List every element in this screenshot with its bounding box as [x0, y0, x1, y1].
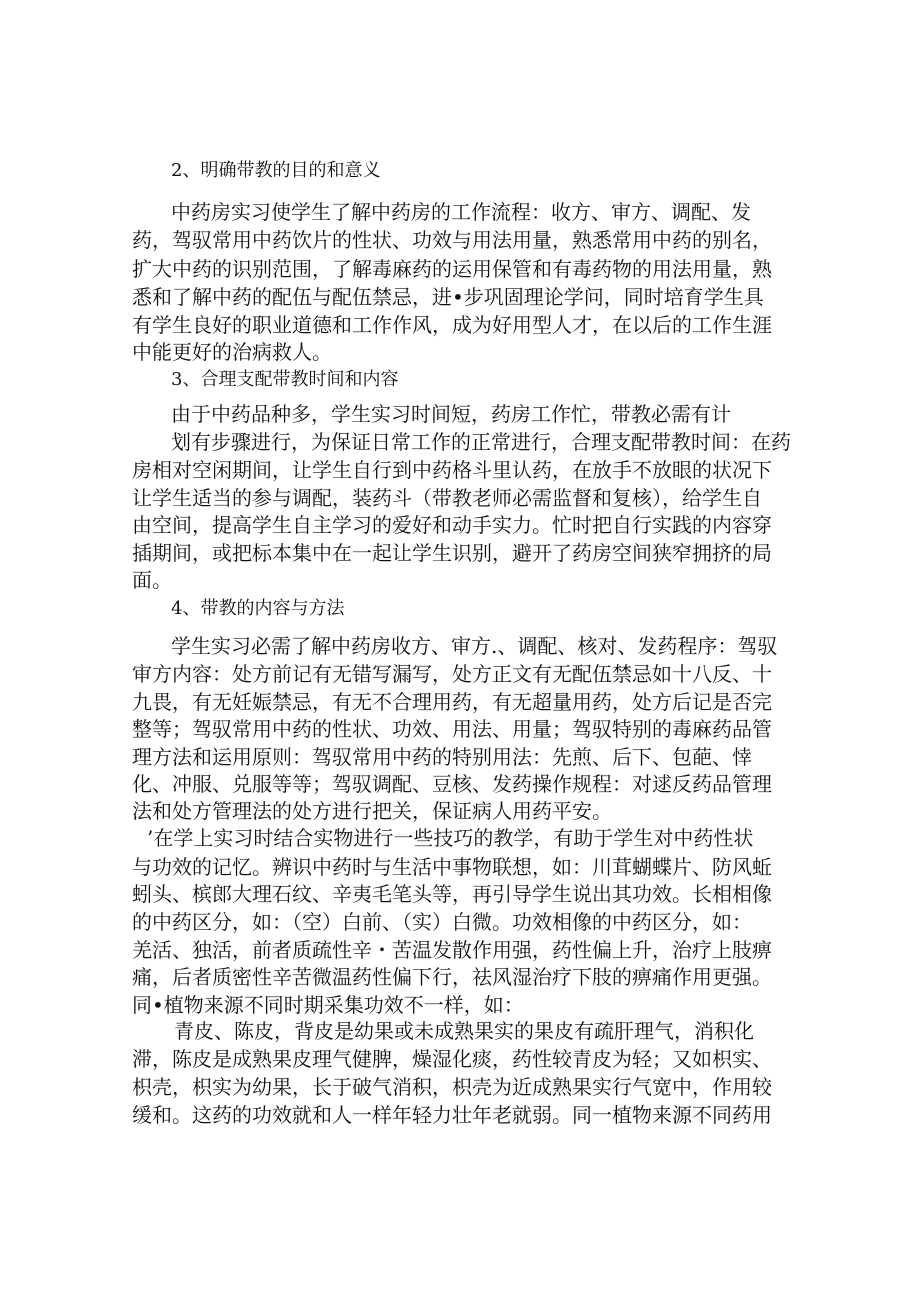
paragraph-line: 法和处方管理法的处方进行把关，保证病人用药平安。 [132, 799, 612, 823]
paragraph-line: 悉和了解中药的配伍与配伍禁忌，进•步巩固理论学问，同时培育学生具 [132, 285, 764, 309]
paragraph-line: 药，驾驭常用中药饮片的性状、功效与用法用量，熟悉常用中药的别名， [132, 228, 772, 252]
paragraph-line: 青皮、陈皮，背皮是幼果或未成熟果实的果皮有疏肝理气，消积化 [174, 1019, 754, 1043]
paragraph-line: 中能更好的治病救人。 [132, 340, 332, 364]
paragraph-line: 面。 [132, 568, 172, 592]
section-heading-purpose: 2、明确带教的目的和意义 [171, 160, 381, 181]
paragraph-line: 审方内容：处方前记有无错写漏写，处方正文有无配伍禁忌如十八反、十 [132, 662, 772, 686]
paragraph-line: 同•植物来源不同时期采集功效不一样，如： [132, 993, 524, 1017]
section-heading-content-methods: 4、带教的内容与方法 [171, 598, 345, 619]
paragraph-line: 滞，陈皮是成熟果皮理气健脾，燥湿化痰，药性较青皮为轻；又如枳实、 [132, 1047, 772, 1071]
paragraph-line: 的中药区分，如：（空）白前、（实）白微。功效相像的中药区分，如： [132, 910, 752, 934]
section-heading-schedule: 3、合理支配带教时间和内容 [171, 369, 399, 390]
paragraph-line: 中药房实习使学生了解中药房的工作流程：收方、审方、调配、发 [171, 200, 751, 224]
paragraph-line: 由于中药品种多，学生实习时间短，药房工作忙，带教必需有计 [171, 402, 731, 426]
paragraph-line: 痛，后者质密性辛苦微温药性偏下行，祛风湿治疗下肢的痹痛作用更强。 [132, 965, 772, 989]
paragraph-line: 蚓头、槟郎大理石纹、辛夷毛笔头等，再引导学生说出其功效。长相相像 [132, 882, 772, 906]
paragraph-line: 缓和。这药的功效就和人一样年轻力壮年老就弱。同一植物来源不同药用 [132, 1103, 772, 1127]
paragraph-line: ’在学上实习时结合实物进行一些技巧的教学，有助于学生对中药性状 [147, 826, 754, 850]
paragraph-line: 插期间，或把标本集中在一起让学生识别，避开了药房空间狭窄拥挤的局 [132, 541, 772, 565]
paragraph-line: 九畏，有无妊娠禁忌，有无不合理用药，有无超量用药，处方后记是否完 [132, 690, 772, 714]
paragraph-line: 理方法和运用原则：驾驭常用中药的特别用法：先煎、后下、包葩、悻 [132, 745, 752, 769]
paragraph-line: 让学生适当的参与调配，装药斗（带教老师必需监督和复核），给学生自 [132, 486, 762, 510]
paragraph-line: 由空间，提高学生自主学习的爱好和动手实力。忙时把自行实践的内容穿 [132, 513, 772, 537]
paragraph-line: 整等；驾驭常用中药的性状、功效、用法、用量；驾驭特别的毒麻药品管 [132, 717, 772, 741]
paragraph-line: 与功效的记忆。辨识中药时与生活中事物联想，如：川茸蝴蝶片、防风蚯 [132, 855, 772, 879]
paragraph-line: 有学生良好的职业道德和工作作风，成为好用型人才，在以后的工作生涯 [132, 313, 772, 337]
paragraph-line: 枳壳，枳实为幼果，长于破气消积，枳壳为近成熟果实行气宽中，作用较 [132, 1075, 772, 1099]
paragraph-line: 化、冲服、兑服等等；驾驭调配、豆核、发药操作规程：对逑反药品管理 [132, 772, 772, 796]
paragraph-line: 学生实习必需了解中药房收方、审方.、调配、核对、发药程序：驾驭 [171, 634, 778, 658]
paragraph-line: 扩大中药的识别范围，了解毒麻药的运用保管和有毒药物的用法用量，熟 [132, 257, 772, 281]
paragraph-line: 羌活、独活，前者质疏性辛・苦温发散作用强，药性偏上升，治疗上肢痹 [132, 938, 772, 962]
paragraph-line: 房相对空闲期间，让学生自行到中药格斗里认药，在放手不放眼的状况下 [132, 458, 772, 482]
paragraph-line: 划有步骤进行，为保证日常工作的正常进行，合理支配带教时间：在药 [171, 430, 791, 454]
